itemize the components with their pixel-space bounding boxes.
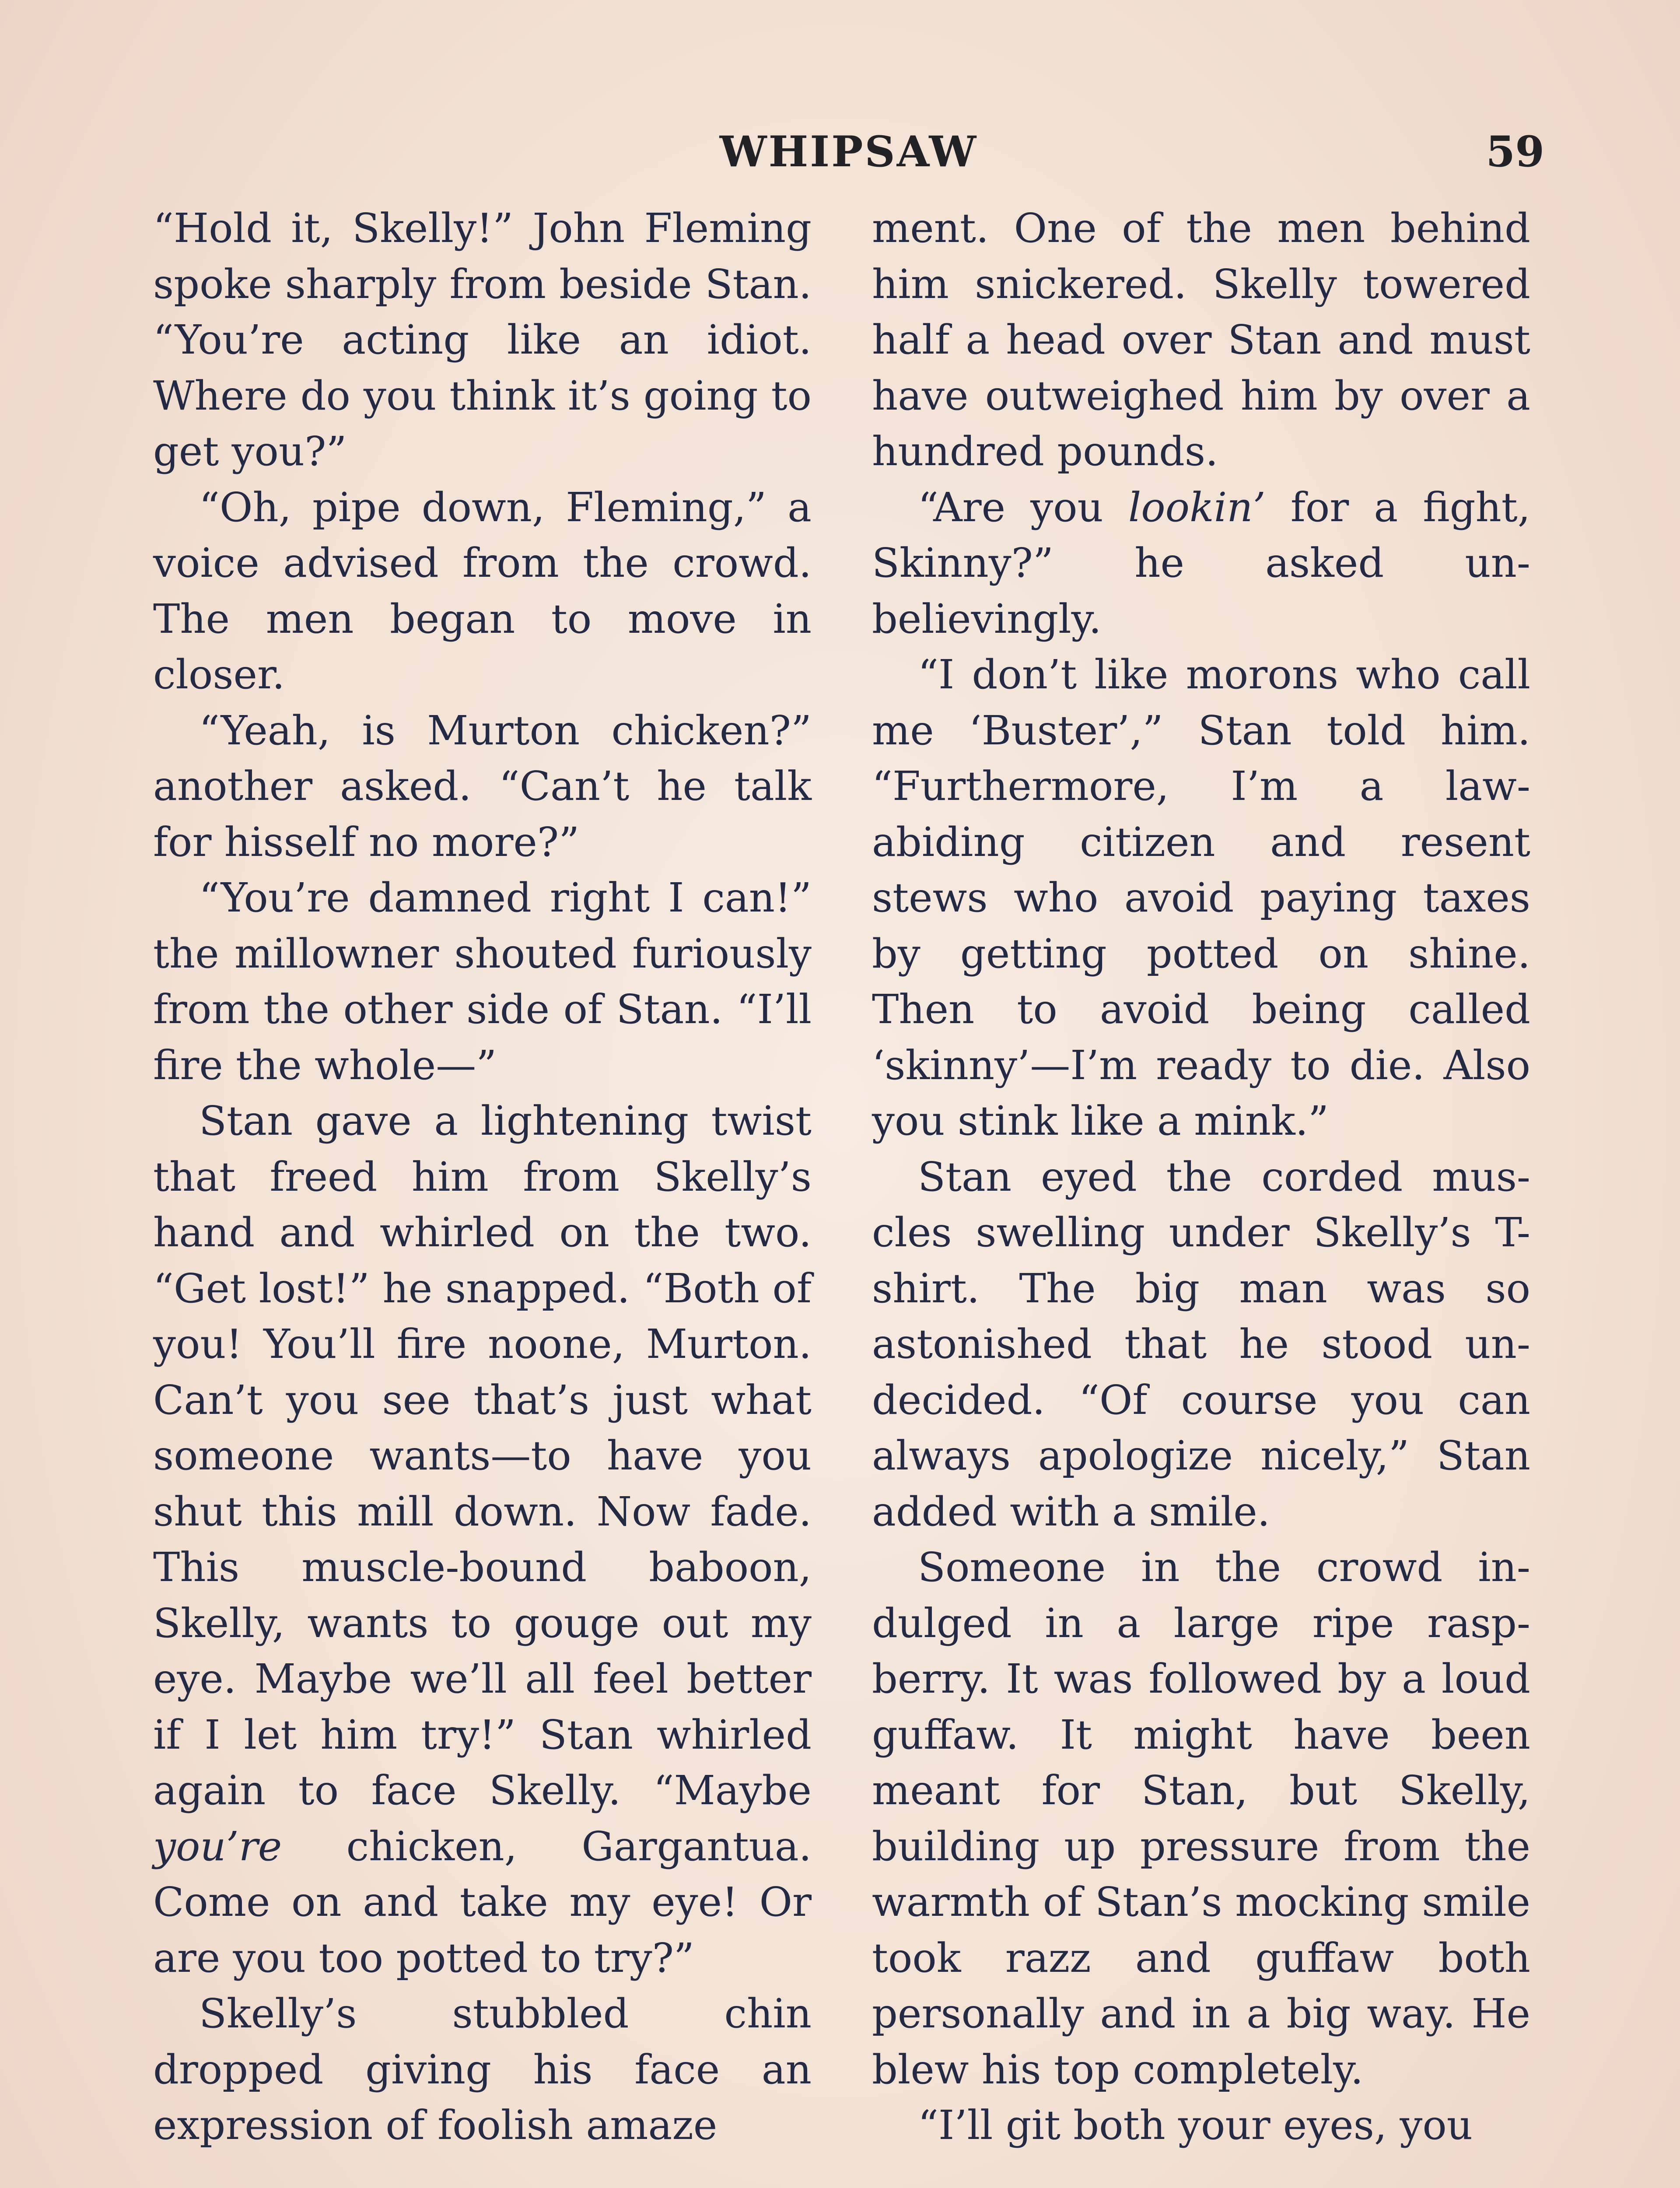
paragraph <box>153 703 812 870</box>
text-run: ment. One of the men behind him snickered. Skelly towered half a head over Stan and must have outweighed him by over a hundred pounds. <box>872 205 1530 475</box>
text-run: chicken, Gargantua. Come on and take my eye! Or are you too potted to try?” <box>153 1823 812 1981</box>
text-run: “Hold it, Skelly!” John Fleming spoke sharply from beside Stan. “You’re acting like an idiot. Where do you think it’s going to get you?” <box>153 205 812 475</box>
paragraph <box>153 870 812 1093</box>
text-run: Stan eyed the corded muscles swelling under Skelly’s T-shirt. The big man was so astonished that he stood undecided. “Of course you can always apologize nicely,” Stan added with a smile. <box>872 1153 1530 1535</box>
text-run: “Are you <box>918 484 1128 531</box>
paragraph <box>872 1539 1530 2097</box>
running-head <box>153 127 1544 184</box>
italic-text: you’re <box>153 1823 282 1870</box>
text-run: “Yeah, is Murton chicken?” another asked. “Can’t he talk for hisself no more?” <box>153 707 812 866</box>
text-run: “I don’t like morons who call me ‘Buster’,” Stan told him. “Furthermore, I’m a law-abiding citizen and resent stews who avoid paying taxes by getting potted on shine. Then to avoid being called ‘skinny’—I’m ready to die. Also you stink like a mink.” <box>872 651 1530 1144</box>
left-text-column <box>153 200 812 2153</box>
italic-text: lookin’ <box>1128 484 1266 531</box>
text-run: “You’re damned right I can!” the millowner shouted furiously from the other side of Stan. “I’ll fire the whole—” <box>153 874 812 1089</box>
paragraph <box>872 480 1530 647</box>
page-number: 59 <box>1486 127 1544 176</box>
text-run: “I’ll git both your eyes, you <box>918 2102 1473 2149</box>
text-run: Stan gave a lightening twist that freed him from Skelly’s hand and whirled on the two. “Get lost!” he snapped. “Both of you! You’ll fire noone, Murton. Can’t you see that’s just what someone wants—to have you shut this mill down. Now fade. This muscle-bound baboon, Skelly, wants to gouge out my eye. Maybe we’ll all feel better if I let him try!” Stan whirled again to face Skelly. “Maybe <box>153 1098 812 1814</box>
text-run: Skelly’s stubbled chin dropped giving his face an expression of foolish amaze <box>153 1990 812 2149</box>
text-run: “Oh, pipe down, Fleming,” a voice advised from the crowd. The men began to move in closer. <box>153 484 812 698</box>
paragraph <box>872 1149 1530 1540</box>
paragraph <box>872 647 1530 1149</box>
paragraph <box>153 1093 812 1986</box>
paragraph <box>872 2097 1530 2153</box>
right-text-column <box>872 200 1530 2153</box>
paragraph <box>153 1986 812 2153</box>
paragraph <box>153 200 812 480</box>
running-title: WHIPSAW <box>719 127 978 176</box>
text-run: for a fight, Skinny?” he asked unbelievingly. <box>872 484 1530 642</box>
text-run: Someone in the crowd indulged in a large ripe raspberry. It was followed by a loud guffaw. It might have been meant for Stan, but Skelly, building up pressure from the warmth of Stan’s mocking smile took razz and guffaw both personally and in a big way. He blew his top completely. <box>872 1544 1530 2093</box>
paragraph <box>872 200 1530 480</box>
paragraph <box>153 480 812 703</box>
